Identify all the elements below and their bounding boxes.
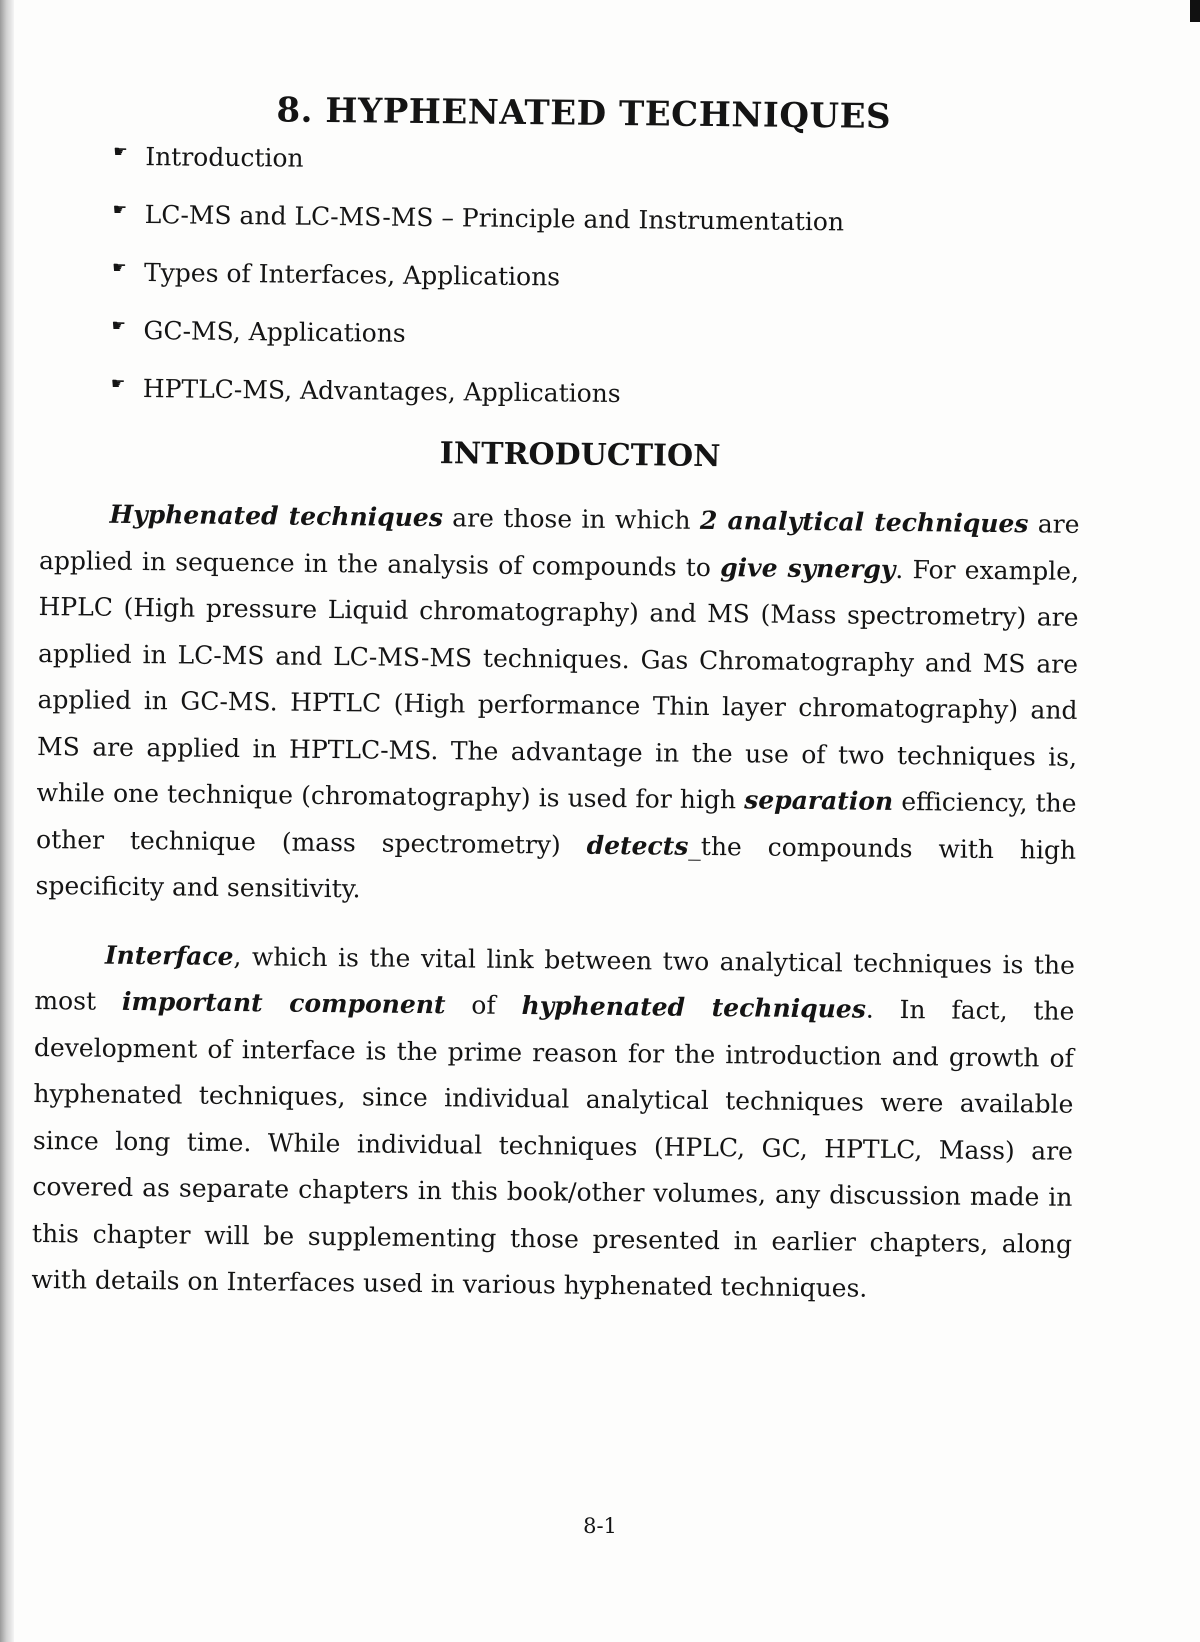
- emphasis-text: hyphenated techniques: [521, 991, 867, 1024]
- emphasis-text: Interface: [104, 940, 234, 971]
- topic-label: Introduction: [145, 142, 304, 173]
- body-text: are those in which: [442, 503, 701, 535]
- corner-mark: [1190, 0, 1200, 22]
- chapter-title: 8. HYPHENATED TECHNIQUES: [276, 90, 892, 137]
- section-title: INTRODUCTION: [439, 436, 721, 475]
- topic-item: [111, 375, 1081, 416]
- emphasis-text: give synergy: [720, 552, 896, 584]
- topic-list: [111, 143, 1084, 416]
- topic-label: GC-MS, Applications: [143, 316, 406, 348]
- pointing-hand-icon: ☛: [111, 315, 126, 335]
- body-text: _the compounds with high specificity and sensitivity.: [35, 831, 1077, 904]
- intro-paragraph-1: [35, 491, 1079, 920]
- emphasis-text: separation: [744, 785, 894, 816]
- body-text: efficiency, the other technique (mass spectrometry): [35, 786, 1077, 860]
- emphasis-text: important component: [121, 986, 446, 1020]
- intro-paragraph-2: [31, 931, 1075, 1314]
- pointing-hand-icon: ☛: [112, 199, 128, 219]
- emphasis-text: Hyphenated techniques: [109, 499, 444, 533]
- topic-item: [111, 317, 1081, 358]
- page-content: [31, 88, 1084, 1336]
- topic-label: Types of Interfaces, Applications: [143, 258, 561, 292]
- page-edge-shadow: [0, 0, 14, 1642]
- body-text: . In fact, the development of interface is the prime reason for the introduction and growth of hyphenated techniques, since individual analytical techniques were available since long time. While individual techniques (HPLC, GC, HPTLC, Mass) are covered as separate chapters in this book/other volumes, any discussion made in this chapter will be supplementing those presented in earlier chapters, along with details on Interfaces used in various hyphenated techniques.: [31, 994, 1075, 1303]
- topic-item: [112, 259, 1082, 300]
- body-text: , which is the vital link between two analytical techniques is the most: [34, 941, 1076, 1016]
- body-text: of: [445, 990, 522, 1021]
- emphasis-text: detects: [586, 830, 689, 861]
- body-text: are applied in sequence in the analysis of compounds to: [38, 509, 1080, 582]
- topic-item: [112, 201, 1082, 242]
- body-text: . For example, HPLC (High pressure Liquid chromatography) and MS (Mass spectrometry) are applied in LC-MS and LC-MS-MS techniques. Gas Chromatography and MS are applied in GC-MS. HPTLC (High performance Thin layer chromatography) and MS are applied in HPTLC-MS. The advantage in the use of two techniques is, while one technique (chromatography) is used for high: [36, 554, 1080, 815]
- topic-label: HPTLC-MS, Advantages, Applications: [142, 374, 621, 409]
- page-number: 8-1: [583, 1514, 617, 1538]
- topic-item: [113, 143, 1083, 184]
- pointing-hand-icon: ☛: [112, 257, 127, 277]
- emphasis-text: 2 analytical techniques: [699, 505, 1029, 539]
- topic-label: LC-MS and LC-MS-MS – Principle and Instrumentation: [144, 200, 845, 237]
- pointing-hand-icon: ☛: [110, 373, 126, 393]
- pointing-hand-icon: ☛: [113, 141, 128, 161]
